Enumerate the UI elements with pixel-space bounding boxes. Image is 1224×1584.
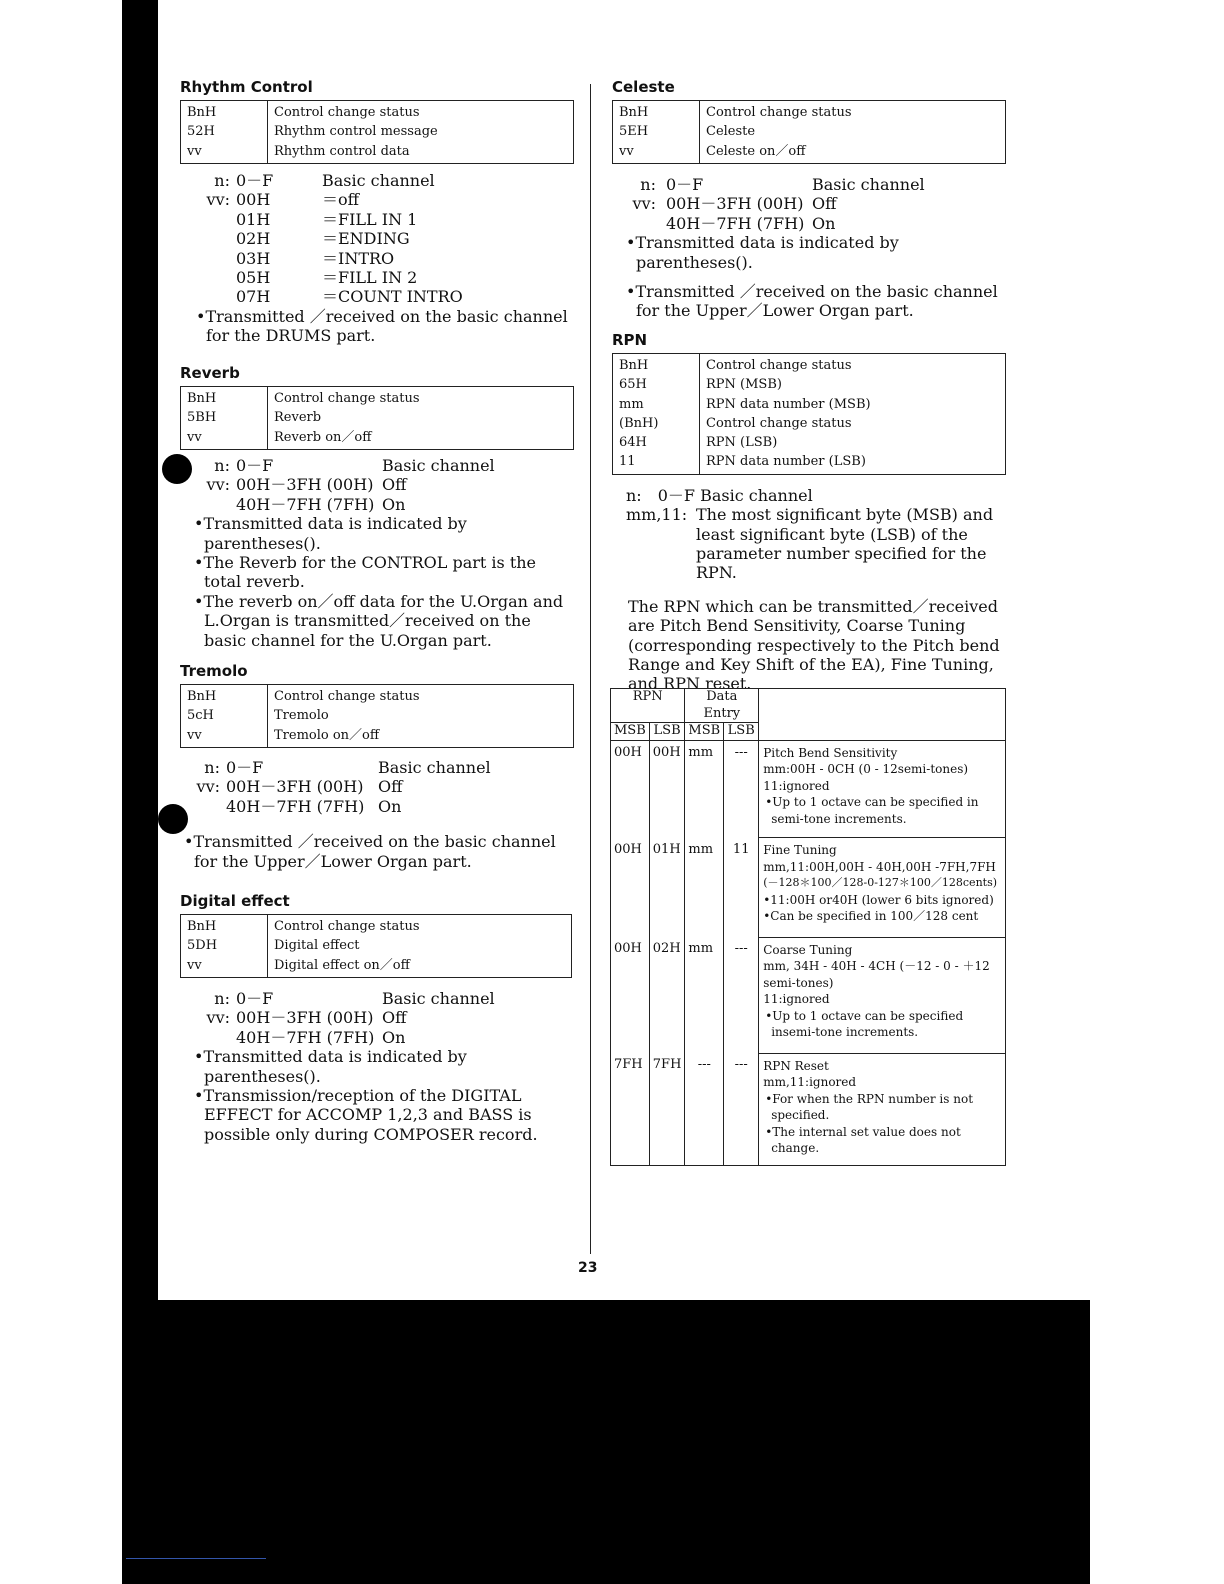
row-desc: Off	[382, 1008, 407, 1028]
row-value: 00H－3FH (00H)	[226, 777, 364, 797]
row-line: mm,11:00H,00H - 40H,00H -7FH,7FH	[763, 859, 996, 874]
message-box	[180, 684, 574, 748]
row-desc: Basic channel	[382, 988, 495, 1008]
description-column	[268, 685, 426, 747]
code-column	[181, 101, 268, 163]
note: •Transmitted data is indicated by parentheses().	[194, 514, 467, 553]
note: •Transmission/reception of the DIGITAL EFFECT for ACCOMP 1,2,3 and BASS is possible only during COMPOSER record.	[194, 1085, 538, 1144]
vv-row	[180, 229, 574, 248]
scan-margin-right	[1090, 0, 1224, 1584]
row-desc: Off	[382, 475, 407, 495]
vv-row	[180, 475, 574, 494]
row-title: Pitch Bend Sensitivity	[763, 745, 898, 760]
n-row	[180, 171, 574, 190]
vv-row	[612, 194, 1006, 213]
row-desc: ＝ENDING	[322, 229, 410, 249]
n-row	[180, 989, 572, 1008]
row-value: 05H	[236, 267, 271, 287]
note: •Transmitted ／received on the basic channel for the Upper／Lower Organ part.	[626, 281, 998, 321]
vv-row	[180, 249, 574, 268]
code: mm	[619, 396, 644, 412]
rpn-lsb: 00H	[649, 740, 685, 838]
rpn-table-wrap	[610, 688, 1006, 1166]
code: BnH	[187, 919, 217, 934]
description: RPN (MSB)	[706, 377, 782, 393]
row-line: •11:00H or40H (lower 6 bits ignored)	[763, 892, 994, 907]
row-desc: On	[378, 796, 402, 816]
code: BnH	[619, 358, 649, 373]
row-key: vv:	[206, 1008, 230, 1028]
rhythm-control-section	[180, 78, 574, 346]
note: •The Reverb for the CONTROL part is the total reverb.	[194, 552, 537, 592]
row-line: •Up to 1 octave can be specified insemi-tone increments.	[765, 1008, 964, 1039]
n-row	[180, 758, 574, 777]
row-description	[759, 740, 1006, 838]
rpn-lsb: 01H	[649, 838, 685, 938]
rpn-n-line: n: 0－F Basic channel	[626, 485, 813, 505]
row-description	[759, 1053, 1006, 1165]
note: •The reverb on／off data for the U.Organ and L.Organ is transmitted／received on the basic channel for the U.Organ part.	[194, 591, 564, 650]
rpn-msb: 7FH	[611, 1053, 650, 1165]
row-desc: Basic channel	[378, 757, 491, 777]
description: RPN (LSB)	[706, 435, 778, 451]
row-desc: On	[382, 1027, 406, 1047]
description-column	[268, 387, 426, 449]
table-row	[611, 1053, 1006, 1165]
de-msb: ---	[685, 1053, 724, 1165]
code: 5EH	[619, 124, 649, 140]
celeste-section	[612, 78, 1006, 321]
description: Control change status	[274, 391, 420, 406]
row-desc: ＝FILL IN 2	[322, 267, 418, 287]
description: Control change status	[706, 105, 852, 120]
code: 5BH	[187, 410, 217, 426]
description: Celeste on／off	[706, 143, 806, 159]
description: Reverb	[274, 410, 322, 426]
row-line: •For when the RPN number is not specified.	[765, 1091, 974, 1122]
description: Tremolo on／off	[274, 727, 380, 743]
code: vv	[187, 957, 202, 973]
code: 11	[619, 454, 636, 470]
row-desc: ＝INTRO	[322, 248, 395, 268]
code: vv	[187, 727, 202, 743]
row-title: Coarse Tuning	[763, 942, 853, 957]
row-line: •The internal set value does not change.	[765, 1124, 961, 1155]
value-rows	[180, 758, 574, 816]
vv-row	[180, 777, 574, 796]
page-number: 23	[578, 1260, 598, 1276]
code: 64H	[619, 435, 647, 451]
row-key: n:	[214, 170, 230, 190]
row-value: 0－F	[226, 757, 264, 777]
row-value: 40H－7FH (7FH)	[236, 1027, 375, 1047]
description: RPN data number (MSB)	[706, 396, 871, 412]
section-title: Celeste	[612, 78, 675, 96]
code: vv	[187, 143, 202, 159]
row-value: 40H－7FH (7FH)	[236, 494, 375, 514]
subheader: MSB	[611, 723, 650, 741]
row-value: 00H－3FH (00H)	[236, 1008, 374, 1028]
row-value: 0－F	[236, 170, 274, 190]
scan-artifact-line	[126, 1558, 266, 1559]
row-value: 40H－7FH (7FH)	[666, 213, 805, 233]
description: Tremolo	[274, 708, 329, 724]
message-box	[612, 100, 1006, 164]
row-value: 07H	[236, 287, 271, 307]
de-lsb: ---	[724, 937, 759, 1053]
header-blank	[759, 689, 1006, 741]
description: Celeste	[706, 124, 756, 140]
row-line: mm, 34H - 40H - 4CH (－12 - 0 - ＋12 semi-tones)	[763, 959, 990, 990]
row-line: (－128＊100／128-0-127＊100／128cents)	[763, 876, 998, 889]
n-row	[612, 175, 1006, 194]
description: Control change status	[274, 105, 420, 120]
row-desc: The most significant byte (MSB) and least significant byte (LSB) of the parameter number specified for the RPN.	[696, 505, 994, 583]
description: Control change status	[706, 415, 852, 431]
row-desc: ＝COUNT INTRO	[322, 287, 463, 307]
note: •Transmitted data is indicated by parentheses().	[626, 233, 899, 272]
row-line: mm:00H - 0CH (0 - 12semi-tones)	[763, 762, 969, 776]
tremolo-section	[180, 662, 574, 871]
de-lsb: 11	[724, 838, 759, 938]
row-desc: Basic channel	[382, 455, 495, 475]
row-title: Fine Tuning	[763, 843, 837, 857]
row-key: n:	[214, 988, 230, 1008]
vv-row	[180, 268, 574, 287]
table-row	[611, 740, 1006, 838]
row-key: vv:	[196, 777, 220, 797]
row-value: 00H－3FH (00H)	[666, 194, 804, 214]
row-value: 40H－7FH (7FH)	[226, 796, 365, 816]
note: •Transmitted ／received on the basic channel for the Upper／Lower Organ part.	[184, 832, 556, 871]
row-desc: On	[382, 494, 406, 514]
description: Control change status	[274, 919, 420, 934]
vv-row	[180, 190, 574, 209]
code: vv	[619, 143, 634, 159]
row-value: 01H	[236, 209, 271, 229]
row-key: n:	[640, 174, 656, 194]
row-description	[759, 838, 1006, 938]
section-title: Tremolo	[180, 662, 248, 680]
de-lsb: ---	[724, 740, 759, 838]
row-desc: Basic channel	[812, 174, 925, 194]
description-column	[268, 915, 426, 977]
reverb-section	[180, 364, 574, 650]
description: RPN data number (LSB)	[706, 454, 866, 470]
de-lsb: ---	[724, 1053, 759, 1165]
binder-hole-mark	[162, 454, 192, 484]
row-value: 0－F	[236, 988, 274, 1008]
description: Control change status	[706, 358, 852, 373]
vv-row	[180, 797, 574, 816]
code: 52H	[187, 124, 215, 140]
table-header-row	[611, 689, 1006, 723]
message-box	[180, 100, 574, 164]
code: 65H	[619, 377, 647, 393]
description: Digital effect	[274, 938, 360, 954]
section-title: Reverb	[180, 364, 240, 382]
code: 5cH	[187, 708, 214, 724]
vv-row	[180, 287, 574, 306]
message-box	[180, 386, 574, 450]
value-rows	[180, 456, 574, 514]
row-key: vv:	[632, 194, 656, 214]
row-value: 00H	[236, 190, 271, 210]
row-line: mm,11:ignored	[763, 1075, 857, 1089]
rpn-paragraph: The RPN which can be transmitted／received are Pitch Bend Sensitivity, Coarse Tuning (corresponding respectively to the Pitch bend Range and Key Shift of the EA), Fine Tuning, and RPN reset.	[628, 596, 1000, 694]
section-title: RPN	[612, 331, 648, 349]
description-column	[700, 101, 858, 163]
row-desc: Off	[812, 194, 837, 214]
note: •Transmitted data is indicated by parentheses().	[194, 1047, 467, 1086]
vv-row	[180, 495, 574, 514]
rpn-msb: 00H	[611, 838, 650, 938]
scan-margin-left	[0, 0, 122, 1584]
description-column	[700, 354, 877, 474]
row-desc: On	[812, 213, 836, 233]
row-key: mm,11:	[626, 505, 688, 525]
row-line: •Up to 1 octave can be specified in semi-tone increments.	[765, 795, 979, 826]
row-description	[759, 937, 1006, 1053]
code-column	[181, 915, 268, 977]
rpn-mm-row	[612, 505, 1006, 583]
description: Rhythm control message	[274, 124, 438, 140]
subheader: LSB	[724, 723, 759, 741]
table-row	[611, 937, 1006, 1053]
value-rows	[180, 989, 572, 1047]
subheader: MSB	[685, 723, 724, 741]
subheader: LSB	[649, 723, 685, 741]
description: Rhythm control data	[274, 143, 410, 159]
row-key: n:	[204, 757, 220, 777]
code: BnH	[187, 689, 217, 704]
header-data-entry: Data Entry	[685, 689, 759, 723]
message-box	[180, 914, 572, 978]
section-title: Rhythm Control	[180, 78, 313, 96]
row-line: 11:ignored	[763, 992, 830, 1006]
section-title: Digital effect	[180, 892, 290, 910]
code-column	[181, 387, 268, 449]
code: BnH	[187, 105, 217, 120]
row-value: 00H－3FH (00H)	[236, 475, 374, 495]
description: Reverb on／off	[274, 429, 372, 445]
header-rpn: RPN	[611, 689, 685, 723]
de-msb: mm	[685, 740, 724, 838]
code: (BnH)	[619, 415, 659, 431]
code: vv	[187, 429, 202, 445]
row-desc: Basic channel	[322, 170, 435, 190]
row-line: 11:ignored	[763, 778, 830, 793]
rpn-lsb: 02H	[649, 937, 685, 1053]
code-column	[613, 101, 700, 163]
vv-row	[180, 1028, 572, 1047]
table-row	[611, 838, 1006, 938]
vv-row	[180, 210, 574, 229]
row-key: n:	[214, 455, 230, 475]
code: 5DH	[187, 938, 218, 954]
row-line: •Can be specified in 100／128 cent	[763, 909, 979, 923]
row-title: RPN Reset	[763, 1058, 829, 1073]
description: Control change status	[274, 689, 420, 704]
binder-hole-mark	[158, 804, 188, 834]
rpn-section	[612, 331, 1006, 694]
row-desc: ＝off	[322, 190, 360, 210]
description: Digital effect on／off	[274, 957, 410, 973]
row-desc: ＝FILL IN 1	[322, 209, 418, 229]
code-column	[613, 354, 700, 474]
n-row	[180, 456, 574, 475]
rpn-table	[610, 688, 1006, 1166]
row-key: vv:	[206, 475, 230, 495]
rpn-msb: 00H	[611, 937, 650, 1053]
note: •Transmitted ／received on the basic channel for the DRUMS part.	[196, 306, 568, 346]
rpn-msb: 00H	[611, 740, 650, 838]
row-value: 03H	[236, 248, 271, 268]
column-divider	[590, 84, 591, 1254]
message-box	[612, 353, 1006, 475]
de-msb: mm	[685, 937, 724, 1053]
row-value: 0－F	[236, 455, 274, 475]
row-value: 0－F	[666, 174, 704, 194]
vv-row	[180, 1008, 572, 1027]
de-msb: mm	[685, 838, 724, 938]
code: BnH	[619, 105, 649, 120]
vv-row	[612, 214, 1006, 233]
value-rows	[180, 171, 574, 307]
row-desc: Off	[378, 777, 403, 797]
description-column	[268, 101, 444, 163]
digital-effect-section	[180, 892, 572, 1144]
row-value: 02H	[236, 229, 271, 249]
rpn-lsb: 7FH	[649, 1053, 685, 1165]
row-key: vv:	[206, 190, 230, 210]
value-rows	[612, 175, 1006, 233]
code: BnH	[187, 391, 217, 406]
code-column	[181, 685, 268, 747]
